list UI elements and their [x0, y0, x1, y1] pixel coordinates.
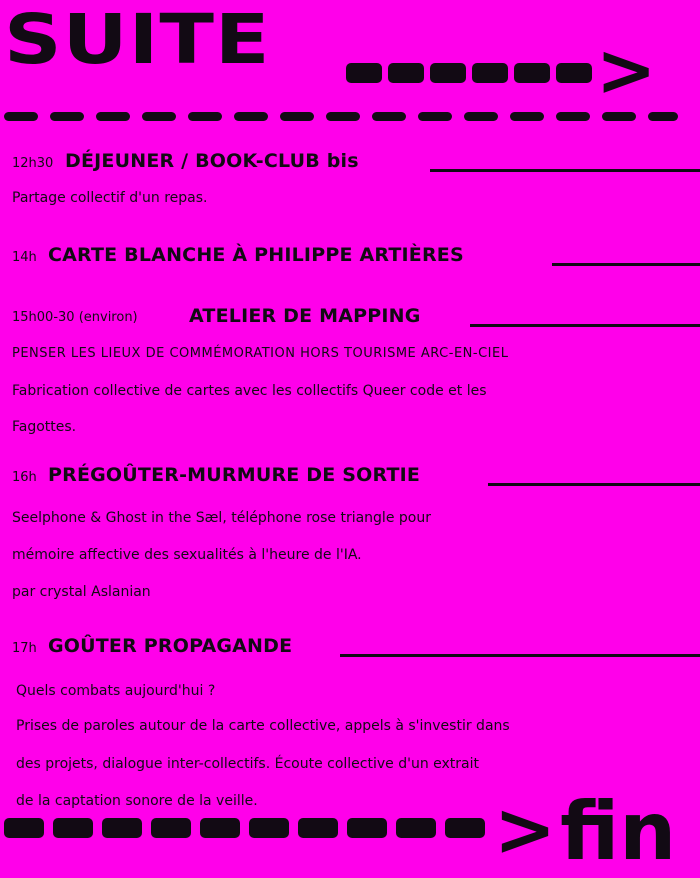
- event-question: Quels combats aujourd'hui ?: [16, 683, 216, 699]
- footer-arrow-icon: >: [494, 787, 557, 873]
- dash: [346, 63, 382, 83]
- end-label: fin: [560, 785, 677, 878]
- header-dashed-arrow: [346, 28, 657, 112]
- event-description: Partage collectif d'un repas.: [12, 190, 208, 206]
- dash: [430, 63, 466, 83]
- event-title: GOÛTER PROPAGANDE: [48, 635, 293, 657]
- dash: [514, 63, 550, 83]
- title-underline: [488, 483, 700, 486]
- title-underline: [340, 654, 700, 657]
- event-title: CARTE BLANCHE À PHILIPPE ARTIÈRES: [48, 244, 464, 266]
- event-title: DÉJEUNER / BOOK-CLUB bis: [65, 150, 359, 172]
- event-description: Seelphone & Ghost in the Sæl, téléphone rose triangle pour: [12, 510, 431, 526]
- page-title: SUITE: [4, 0, 271, 80]
- dash: [472, 63, 508, 83]
- header-divider: [4, 112, 678, 121]
- header-arrow-icon: >: [596, 28, 657, 112]
- footer-dashed-arrow: [4, 818, 491, 838]
- event-time: 16h: [12, 470, 37, 485]
- event-title: ATELIER DE MAPPING: [189, 305, 421, 327]
- dash: [388, 63, 424, 83]
- event-time: 14h: [12, 250, 37, 265]
- event-description: Fabrication collective de cartes avec les collectifs Queer code et les: [12, 383, 487, 399]
- event-time: 15h00-30 (environ): [12, 310, 138, 325]
- event-description: Prises de paroles autour de la carte collective, appels à s'investir dans: [16, 718, 510, 734]
- title-underline: [470, 324, 700, 327]
- event-time: 17h: [12, 641, 37, 656]
- title-underline: [552, 263, 700, 266]
- event-description: des projets, dialogue inter-collectifs. Écoute collective d'un extrait: [16, 756, 479, 772]
- title-underline: [430, 169, 700, 172]
- event-credit: par crystal Aslanian: [12, 584, 151, 600]
- event-description: mémoire affective des sexualités à l'heure de l'IA.: [12, 547, 362, 563]
- event-title: PRÉGOÛTER-MURMURE DE SORTIE: [48, 464, 421, 486]
- dash: [556, 63, 592, 83]
- event-description: Fagottes.: [12, 419, 77, 435]
- event-time: 12h30: [12, 156, 54, 171]
- event-subtitle: PENSER LES LIEUX DE COMMÉMORATION HORS TOURISME ARC-EN-CIEL: [12, 346, 509, 361]
- event-description: de la captation sonore de la veille.: [16, 793, 258, 809]
